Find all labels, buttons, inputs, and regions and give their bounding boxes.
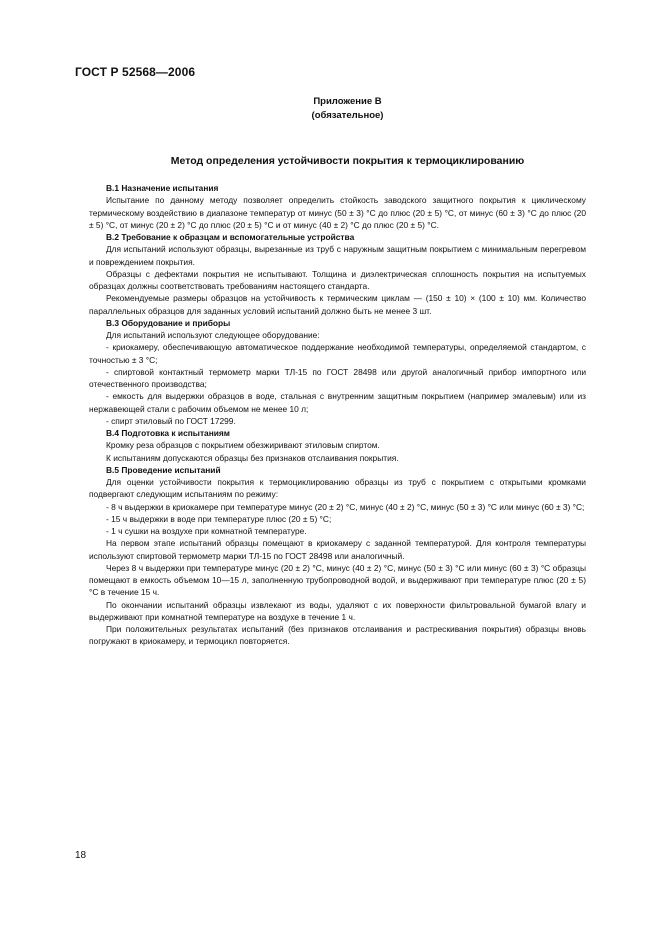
section-heading: В.4 Подготовка к испытаниям [106, 428, 231, 438]
list-item: - спиртовой контактный термометр марки ТЛ-15 по ГОСТ 28498 или другой аналогичный прибор импортного или отечественного производства; [89, 366, 586, 389]
paragraph: При положительных результатах испытаний (без признаков отслаивания и растрескивания покрытия) образцы вновь погружают в криокамеру, и термоцикл повторяется. [89, 624, 586, 647]
list-item: - 1 ч сушки на воздухе при комнатной температуре. [106, 526, 307, 536]
paragraph: Для испытаний используют следующее оборудование: [106, 330, 320, 340]
list-item: - 15 ч выдержки в воде при температуре плюс (20 ± 5) °С; [106, 513, 332, 524]
paragraph: Образцы с дефектами покрытия не испытывают. Толщина и диэлектрическая сплошность покрытия на испытуемых образцах должны соответствовать требованиям настоящего стандарта. [89, 268, 586, 291]
list-item: - 8 ч выдержки в криокамере при температуре минус (20 ± 2) °С, минус (40 ± 2) °С, минус (50 ± 3) °С или минус (60 ± 3) °С; [106, 501, 585, 512]
list-item: - спирт этиловый по ГОСТ 17299. [106, 415, 236, 426]
section-heading: В.3 Оборудование и приборы [106, 317, 231, 328]
section-heading: В.1 Назначение испытания [106, 183, 219, 193]
paragraph: Кромку реза образцов с покрытием обезжиривают этиловым спиртом. [106, 440, 380, 451]
list-item: - емкость для выдержки образцов в воде, стальная с внутренним защитным покрытием (например эмалевым) или из нержавеющей стали с рабочим объемом не менее 10 л; [89, 391, 586, 414]
paragraph: Для испытаний используют образцы, вырезанные из труб с наружным защитным покрытием с минимальным перегревом и повреждением покрытия. [89, 244, 586, 267]
annex-status: (обязательное) [311, 110, 384, 121]
page-title: Метод определения устойчивости покрытия к термоциклированию [170, 155, 525, 167]
paragraph: Испытание по данному методу позволяет определить стойкость заводского защитного покрытия к циклическому термическому воздействию в диапазоне температур от минус (50 ± 3) °С до плюс (20 ± 5) °С, от минус (60 ± 3) °С до плюс (20 ± 5) °С, от минус (20 ± 2) °С до плюс (20 ± 5) °С и от минус (40 ± 2) °С до плюс (20 ± 5) °С. [89, 195, 586, 230]
paragraph: К испытаниям допускаются образцы без признаков отслаивания покрытия. [106, 452, 399, 463]
section-heading: В.5 Проведение испытаний [106, 464, 221, 475]
paragraph: Рекомендуемые размеры образцов на устойчивость к термическим циклам — (150 ± 10) × (100 ± 10) мм. Количество параллельных образцов для заданных условий испытаний должно быть не менее 3 шт. [89, 293, 586, 316]
paragraph: Через 8 ч выдержки при температуре минус (20 ± 2) °С, минус (40 ± 2) °С, минус (50 ± 3) °С или минус (60 ± 3) °С образцы помещают в емкость объемом 10—15 л, заполненную трубопроводной водой, и выдерживают при температуре плюс (20 ± 5) °С в течение 15 ч. [89, 562, 586, 598]
annex-title: Приложение В [313, 96, 382, 107]
annex-header [0, 95, 661, 123]
list-item: - криокамеру, обеспечивающую автоматическое поддержание необходимой температуры, определяемой стандартом, с точностью ± 3 °С; [89, 342, 586, 365]
section-heading: В.2 Требование к образцам и вспомогательные устройства [106, 232, 355, 242]
page-number: 18 [75, 850, 87, 861]
document-body [89, 182, 586, 648]
paragraph: На первом этапе испытаний образцы помещают в криокамеру с заданной температурой. Для контроля температуры используют спиртовой термометр марки ТЛ-15 по ГОСТ 28498 или аналогичный. [89, 538, 586, 561]
document-code: ГОСТ Р 52568—2006 [75, 65, 196, 79]
paragraph: По окончании испытаний образцы извлекают из воды, удаляют с их поверхности фильтровальной бумагой влагу и выдерживают при комнатной температуре на воздухе в течение 1 ч. [89, 599, 586, 622]
paragraph: Для оценки устойчивости покрытия к термоциклированию образцы из труб с покрытием с открытыми кромками подвергают следующим испытаниям по режиму: [89, 477, 586, 500]
